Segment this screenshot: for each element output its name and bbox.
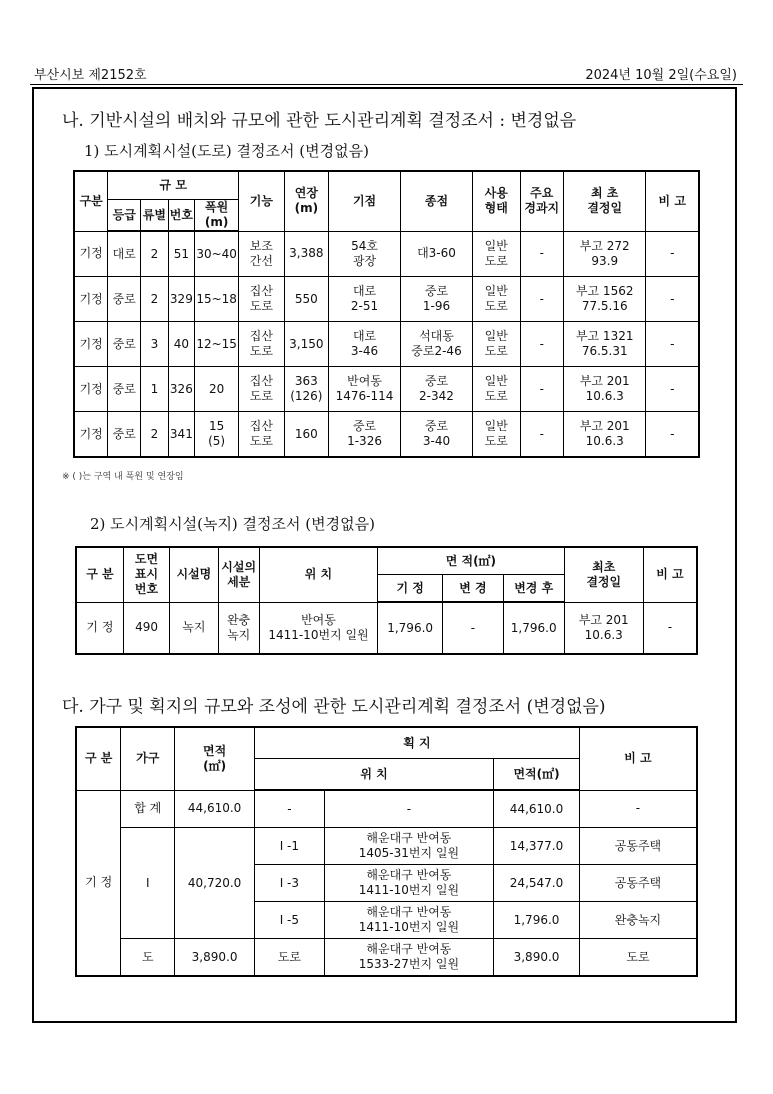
cell-use: 일반 도로	[472, 412, 520, 458]
cell-type: 2	[141, 231, 169, 277]
col-area: 면 적(㎡)	[378, 547, 564, 575]
cell-end: 대3-60	[401, 231, 473, 277]
cell-start: 54호 광장	[329, 231, 401, 277]
cell-location: 반여동 1411-10번지 일원	[259, 602, 377, 654]
cell-remark: 도로	[579, 939, 697, 977]
cell-block: 도	[121, 939, 175, 977]
cell-start: 대로 2-51	[329, 277, 401, 322]
cell-start: 중로 1-326	[329, 412, 401, 458]
table-row	[74, 412, 699, 458]
cell-use: 일반 도로	[472, 367, 520, 412]
cell-no: 341	[168, 412, 194, 458]
cell-remark: -	[646, 412, 699, 458]
cell-major: -	[520, 322, 563, 367]
cell-first: 부고 201 10.6.3	[564, 602, 643, 654]
col-location: 위 치	[259, 547, 377, 602]
subsection-road-title: 1) 도시계획시설(도로) 결정조서 (변경없음)	[84, 142, 369, 160]
cell-width: 15~18	[195, 277, 239, 322]
col-length: 연장 (m)	[284, 171, 328, 231]
cell-gubun: 기정	[74, 231, 108, 277]
col-first: 최초 결정일	[564, 547, 643, 602]
cell-location: 해운대구 반여동 1411-10번지 일원	[324, 865, 493, 902]
table-row	[76, 828, 697, 865]
cell-first: 부고 1562 77.5.16	[563, 277, 646, 322]
cell-length: 3,388	[284, 231, 328, 277]
cell-use: 일반 도로	[472, 277, 520, 322]
header-divider	[30, 84, 743, 85]
cell-length: 363 (126)	[284, 367, 328, 412]
cell-use: 일반 도로	[472, 231, 520, 277]
section-da-title: 다. 가구 및 획지의 규모와 조성에 관한 도시관리계획 결정조서 (변경없음)	[62, 697, 606, 717]
col-use: 사용 형태	[472, 171, 520, 231]
col-major: 주요 경과지	[520, 171, 563, 231]
cell-grade: 중로	[108, 412, 141, 458]
col-area: 면적 (㎡)	[175, 727, 255, 790]
cell-first: 부고 1321 76.5.31	[563, 322, 646, 367]
cell-remark: -	[646, 322, 699, 367]
col-existing: 기 정	[378, 575, 443, 603]
cell-area: 3,890.0	[175, 939, 255, 977]
col-grade: 등급	[108, 200, 141, 232]
cell-lot: I -5	[255, 902, 325, 939]
cell-change: -	[443, 602, 504, 654]
cell-lot: -	[255, 790, 325, 828]
col-first: 최 초 결정일	[563, 171, 646, 231]
cell-function: 보조 간선	[239, 231, 285, 277]
cell-lot: 도로	[255, 939, 325, 977]
cell-type: 3	[141, 322, 169, 367]
cell-lot-area: 1,796.0	[494, 902, 580, 939]
col-detail: 시설의 세분	[218, 547, 259, 602]
col-remark: 비 고	[579, 727, 697, 790]
cell-gubun: 기 정	[76, 602, 123, 654]
cell-use: 일반 도로	[472, 322, 520, 367]
cell-gubun: 기정	[74, 367, 108, 412]
cell-remark: 공동주택	[579, 865, 697, 902]
cell-grade: 중로	[108, 322, 141, 367]
col-location: 위 치	[255, 759, 494, 791]
col-start: 기점	[329, 171, 401, 231]
cell-remark: -	[646, 277, 699, 322]
col-block: 가구	[121, 727, 175, 790]
cell-gubun: 기정	[74, 322, 108, 367]
cell-grade: 중로	[108, 367, 141, 412]
col-lot-area: 면적(㎡)	[494, 759, 580, 791]
cell-lot: I -3	[255, 865, 325, 902]
cell-remark: -	[646, 367, 699, 412]
cell-area: 40,720.0	[175, 828, 255, 939]
table-row	[76, 939, 697, 977]
col-function: 기능	[239, 171, 285, 231]
cell-length: 160	[284, 412, 328, 458]
col-gubun: 구분	[74, 171, 108, 231]
cell-first: 부고 272 93.9	[563, 231, 646, 277]
cell-function: 집산 도로	[239, 412, 285, 458]
cell-remark: 완충녹지	[579, 902, 697, 939]
cell-gubun: 기정	[74, 277, 108, 322]
green-facility-table	[75, 546, 698, 655]
cell-existing: 1,796.0	[378, 602, 443, 654]
cell-end: 중로 2-342	[401, 367, 473, 412]
cell-no: 51	[168, 231, 194, 277]
col-scale: 규 모	[108, 171, 239, 200]
cell-major: -	[520, 277, 563, 322]
cell-lot-area: 44,610.0	[494, 790, 580, 828]
table-row	[76, 602, 697, 654]
cell-no: 40	[168, 322, 194, 367]
section-na-title: 나. 기반시설의 배치와 규모에 관한 도시관리계획 결정조서 : 변경없음	[62, 111, 577, 131]
col-gubun: 구 분	[76, 547, 123, 602]
cell-lot-area: 14,377.0	[494, 828, 580, 865]
cell-end: 석대동 중로2-46	[401, 322, 473, 367]
cell-remark: -	[646, 231, 699, 277]
col-map-no: 도면 표시 번호	[123, 547, 169, 602]
table-row	[74, 322, 699, 367]
col-width: 폭원 (m)	[195, 200, 239, 232]
table-row-total	[76, 790, 697, 828]
col-gubun: 구 분	[76, 727, 121, 790]
cell-lot-area: 3,890.0	[494, 939, 580, 977]
cell-start: 반여동 1476-114	[329, 367, 401, 412]
cell-function: 집산 도로	[239, 277, 285, 322]
cell-detail: 완충 녹지	[218, 602, 259, 654]
cell-length: 3,150	[284, 322, 328, 367]
cell-area: 44,610.0	[175, 790, 255, 828]
cell-grade: 대로	[108, 231, 141, 277]
col-after: 변경 후	[503, 575, 564, 603]
cell-type: 2	[141, 277, 169, 322]
cell-type: 2	[141, 412, 169, 458]
cell-no: 326	[168, 367, 194, 412]
cell-function: 집산 도로	[239, 367, 285, 412]
cell-grade: 중로	[108, 277, 141, 322]
table-note: ※ ( )는 구역 내 폭원 및 연장임	[62, 472, 184, 482]
col-lot: 획 지	[255, 727, 580, 759]
col-remark: 비 고	[643, 547, 697, 602]
cell-remark: -	[643, 602, 697, 654]
cell-after: 1,796.0	[503, 602, 564, 654]
cell-major: -	[520, 412, 563, 458]
col-change: 변 경	[443, 575, 504, 603]
cell-location: 해운대구 반여동 1411-10번지 일원	[324, 902, 493, 939]
cell-location: 해운대구 반여동 1405-31번지 일원	[324, 828, 493, 865]
col-no: 번호	[168, 200, 194, 232]
col-type: 류별	[141, 200, 169, 232]
cell-lot: I -1	[255, 828, 325, 865]
cell-start: 대로 3-46	[329, 322, 401, 367]
col-remark: 비 고	[646, 171, 699, 231]
cell-width: 15 (5)	[195, 412, 239, 458]
table-row	[74, 231, 699, 277]
block-lot-table	[75, 726, 698, 977]
cell-map-no: 490	[123, 602, 169, 654]
cell-gubun: 기정	[74, 412, 108, 458]
cell-end: 중로 1-96	[401, 277, 473, 322]
col-end: 종점	[401, 171, 473, 231]
cell-major: -	[520, 367, 563, 412]
cell-length: 550	[284, 277, 328, 322]
cell-first: 부고 201 10.6.3	[563, 412, 646, 458]
bulletin-issue: 부산시보 제2152호	[34, 68, 147, 83]
cell-lot-area: 24,547.0	[494, 865, 580, 902]
cell-gubun: 기 정	[76, 790, 121, 976]
cell-no: 329	[168, 277, 194, 322]
subsection-green-title: 2) 도시계획시설(녹지) 결정조서 (변경없음)	[90, 515, 375, 533]
cell-width: 30~40	[195, 231, 239, 277]
bulletin-date: 2024년 10월 2일(수요일)	[585, 68, 737, 83]
cell-end: 중로 3-40	[401, 412, 473, 458]
cell-name: 녹지	[170, 602, 218, 654]
cell-major: -	[520, 231, 563, 277]
cell-function: 집산 도로	[239, 322, 285, 367]
cell-location: -	[324, 790, 493, 828]
col-name: 시설명	[170, 547, 218, 602]
road-facility-table	[73, 170, 700, 458]
cell-block: 합 계	[121, 790, 175, 828]
cell-location: 해운대구 반여동 1533-27번지 일원	[324, 939, 493, 977]
cell-block: I	[121, 828, 175, 939]
cell-width: 12~15	[195, 322, 239, 367]
cell-first: 부고 201 10.6.3	[563, 367, 646, 412]
cell-remark: 공동주택	[579, 828, 697, 865]
cell-type: 1	[141, 367, 169, 412]
table-row	[74, 277, 699, 322]
table-row	[74, 367, 699, 412]
cell-remark: -	[579, 790, 697, 828]
cell-width: 20	[195, 367, 239, 412]
